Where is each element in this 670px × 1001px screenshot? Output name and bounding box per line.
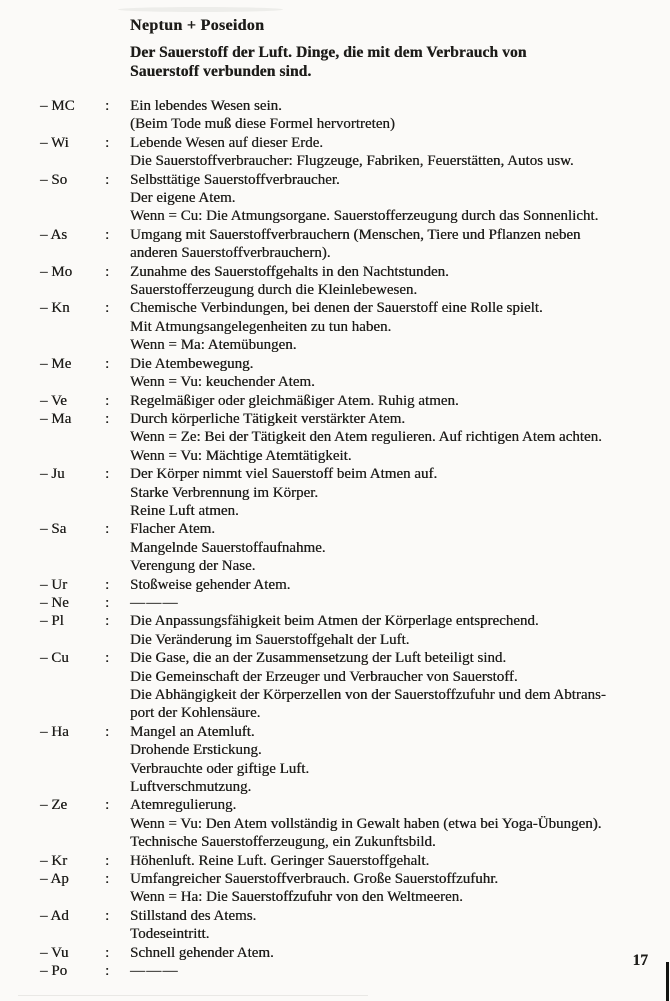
entry-desc (130, 263, 666, 300)
entry-line: Selbsttätige Sauerstoffverbraucher. (130, 171, 340, 188)
entry-desc (130, 520, 666, 575)
entry-line: — — — (130, 963, 178, 980)
entry-row (40, 852, 666, 870)
entry-abbr: – Ur (40, 576, 68, 593)
entry-line: Umgang mit Sauerstoffverbrauchern (Menschen, Tiere und Pflanzen neben (130, 226, 581, 243)
entry-line: Die Gase, die an der Zusammensetzung der Luft beteiligt sind. (130, 650, 507, 667)
entry-desc (130, 299, 666, 354)
entry-line: Höhenluft. Reine Luft. Geringer Sauerstoffgehalt. (130, 852, 430, 869)
entry-line: Die Anpassungsfähigkeit beim Atmen der Körperlage entsprechend. (130, 613, 539, 630)
entry-line: Schnell gehender Atem. (130, 944, 274, 961)
entry-abbr: – Ju (40, 466, 65, 483)
entry-abbr: – Cu (40, 650, 69, 667)
scan-edge-shadow-artifact (18, 995, 368, 996)
entry-desc (130, 723, 666, 797)
entry-colon: : (105, 576, 110, 593)
entry-colon: : (105, 355, 110, 372)
entry-row (40, 907, 666, 944)
entry-desc (130, 171, 666, 226)
entry-line: Wenn = Ha: Die Sauerstoffzufuhr von den Weltmeeren. (130, 889, 463, 906)
entry-abbr: – So (40, 171, 68, 188)
entry-colon: : (105, 410, 110, 427)
entry-abbr: – Ad (40, 907, 69, 924)
entry-line: Verengung der Nase. (130, 558, 256, 575)
entry-line: Wenn = Cu: Die Atmungsorgane. Sauerstofferzeugung durch das Sonnenlicht. (130, 208, 599, 225)
entry-line: Technische Sauerstofferzeugung, ein Zukunftsbild. (130, 834, 436, 851)
scan-smudge-artifact (118, 7, 283, 12)
entry-colon: : (105, 466, 110, 483)
entry-row (40, 465, 666, 520)
entry-row (40, 870, 666, 907)
entry-row (40, 612, 666, 649)
entry-desc (130, 226, 666, 263)
entry-line: Stillstand des Atems. (130, 907, 257, 924)
entry-line: Atemregulierung. (130, 797, 237, 814)
entry-abbr: – Ze (40, 797, 68, 814)
entry-line: Zunahme des Sauerstoffgehalts in den Nachtstunden. (130, 263, 449, 280)
entry-desc (130, 576, 666, 594)
entry-abbr: – Kr (40, 852, 68, 869)
entry-colon: : (105, 263, 110, 280)
entry-desc (130, 612, 666, 649)
entry-desc (130, 392, 666, 410)
entry-line: Mangel an Atemluft. (130, 723, 255, 740)
entry-abbr: – Po (40, 963, 68, 980)
entry-abbr: – As (40, 226, 68, 243)
entry-abbr: – Mo (40, 263, 73, 280)
page-title: Neptun + Poseidon (130, 17, 265, 34)
entry-line: Umfangreicher Sauerstoffverbrauch. Große Sauerstoffzufuhr. (130, 871, 499, 888)
entry-line: Wenn = Ma: Atemübungen. (130, 337, 297, 354)
entry-colon: : (105, 871, 110, 888)
entry-desc (130, 97, 666, 134)
entry-colon: : (105, 134, 110, 151)
entry-line: Todeseintritt. (130, 926, 210, 943)
entry-desc (130, 355, 666, 392)
entry-line: Sauerstofferzeugung durch die Kleinlebewesen. (130, 282, 418, 299)
entry-colon: : (105, 171, 110, 188)
entry-abbr: – Me (40, 355, 72, 372)
entry-line: port der Kohlensäure. (130, 705, 261, 722)
entry-line: Ein lebendes Wesen sein. (130, 98, 282, 114)
entry-colon: : (105, 852, 110, 869)
entry-row (40, 594, 666, 612)
entry-row (40, 171, 666, 226)
entry-line: Regelmäßiger oder gleichmäßiger Atem. Ruhig atmen. (130, 392, 459, 409)
entry-line: Wenn = Vu: Den Atem vollständig in Gewalt haben (etwa bei Yoga-Übungen). (130, 815, 602, 832)
entry-desc (130, 649, 666, 723)
entry-row (40, 355, 666, 392)
entry-row (40, 944, 666, 962)
entry-line: Chemische Verbindungen, bei denen der Sauerstoff eine Rolle spielt. (130, 300, 543, 317)
entry-row (40, 723, 666, 797)
entry-line: Durch körperliche Tätigkeit verstärkter Atem. (130, 410, 406, 427)
entry-row (40, 226, 666, 263)
entry-abbr: – Ha (40, 723, 69, 740)
definition-list (40, 97, 666, 981)
entry-abbr: – Ve (40, 392, 67, 409)
entry-colon: : (105, 300, 110, 317)
entry-line: Stoßweise gehender Atem. (130, 576, 291, 593)
entry-colon: : (105, 723, 110, 740)
subtitle-line: Der Sauerstoff der Luft. Dinge, die mit dem Verbrauch von (130, 44, 527, 61)
entry-abbr: – Sa (40, 521, 67, 538)
entry-row (40, 962, 666, 980)
entry-desc (130, 907, 666, 944)
entry-line: (Beim Tode muß diese Formel hervortreten) (130, 116, 395, 133)
entry-colon: : (105, 594, 110, 611)
entry-row (40, 796, 666, 851)
entry-colon: : (105, 907, 110, 924)
entry-desc (130, 410, 666, 465)
entry-line: Die Sauerstoffverbraucher: Flugzeuge, Fabriken, Feuerstätten, Autos usw. (130, 153, 574, 170)
entry-colon: : (105, 963, 110, 980)
subtitle-line: Sauerstoff verbunden sind. (130, 62, 312, 80)
entry-colon: : (105, 392, 110, 409)
entry-abbr: – Ap (40, 871, 69, 888)
entry-line: Starke Verbrennung im Körper. (130, 484, 319, 501)
entry-desc (130, 796, 666, 851)
entry-desc (130, 134, 666, 171)
entry-line: Reine Luft atmen. (130, 502, 239, 519)
entry-desc (130, 944, 666, 962)
entry-abbr: – Vu (40, 944, 69, 961)
entry-row (40, 520, 666, 575)
entry-abbr: – Wi (40, 134, 69, 151)
entry-line: Wenn = Vu: Mächtige Atemtätigkeit. (130, 447, 352, 464)
entry-line: Drohende Erstickung. (130, 742, 262, 759)
entry-desc (130, 962, 666, 980)
entry-line: Der eigene Atem. (130, 190, 236, 207)
entry-line: Die Gemeinschaft der Erzeuger und Verbraucher von Sauerstoff. (130, 668, 518, 685)
entry-line: Der Körper nimmt viel Sauerstoff beim Atmen auf. (130, 466, 438, 483)
entry-colon: : (105, 98, 110, 114)
scan-ink-mark-artifact (666, 962, 669, 1001)
entry-line: Mangelnde Sauerstoffaufnahme. (130, 539, 326, 556)
entry-line: — — — (130, 594, 178, 611)
entry-line: Luftverschmutzung. (130, 779, 252, 796)
entry-line: Lebende Wesen auf dieser Erde. (130, 134, 324, 151)
entry-abbr: – Ne (40, 594, 69, 611)
entry-row (40, 97, 666, 134)
entry-line: Verbrauchte oder giftige Luft. (130, 760, 310, 777)
page-subtitle (130, 44, 526, 81)
entry-abbr: – Kn (40, 300, 70, 317)
entry-abbr: – Ma (40, 410, 72, 427)
entry-colon: : (105, 797, 110, 814)
entry-line: Die Atembewegung. (130, 355, 254, 372)
entry-line: Mit Atmungsangelegenheiten zu tun haben. (130, 318, 392, 335)
entry-colon: : (105, 944, 110, 961)
entry-desc (130, 594, 666, 612)
entry-row (40, 576, 666, 594)
entry-row (40, 299, 666, 354)
entry-row (40, 134, 666, 171)
entry-line: Flacher Atem. (130, 521, 215, 538)
entry-abbr: – MC (40, 98, 75, 114)
entry-colon: : (105, 650, 110, 667)
entry-desc (130, 465, 666, 520)
entry-line: anderen Sauerstoffverbrauchern). (130, 245, 331, 262)
entry-desc (130, 870, 666, 907)
entry-row (40, 263, 666, 300)
entry-colon: : (105, 613, 110, 630)
entry-row (40, 410, 666, 465)
entry-line: Die Abhängigkeit der Körperzellen von der Sauerstoffzufuhr und dem Abtrans- (130, 687, 606, 703)
entry-line: Wenn = Vu: keuchender Atem. (130, 374, 315, 391)
entry-abbr: – Pl (40, 613, 64, 630)
page-number: 17 (632, 952, 648, 969)
entry-colon: : (105, 521, 110, 538)
entry-line: Die Veränderung im Sauerstoffgehalt der Luft. (130, 631, 410, 648)
entry-row (40, 392, 666, 410)
page-heading (130, 17, 526, 81)
entry-line: Wenn = Ze: Bei der Tätigkeit den Atem regulieren. Auf richtigen Atem achten. (130, 429, 602, 446)
entry-colon: : (105, 226, 110, 243)
entry-desc (130, 852, 666, 870)
entry-row (40, 649, 666, 723)
